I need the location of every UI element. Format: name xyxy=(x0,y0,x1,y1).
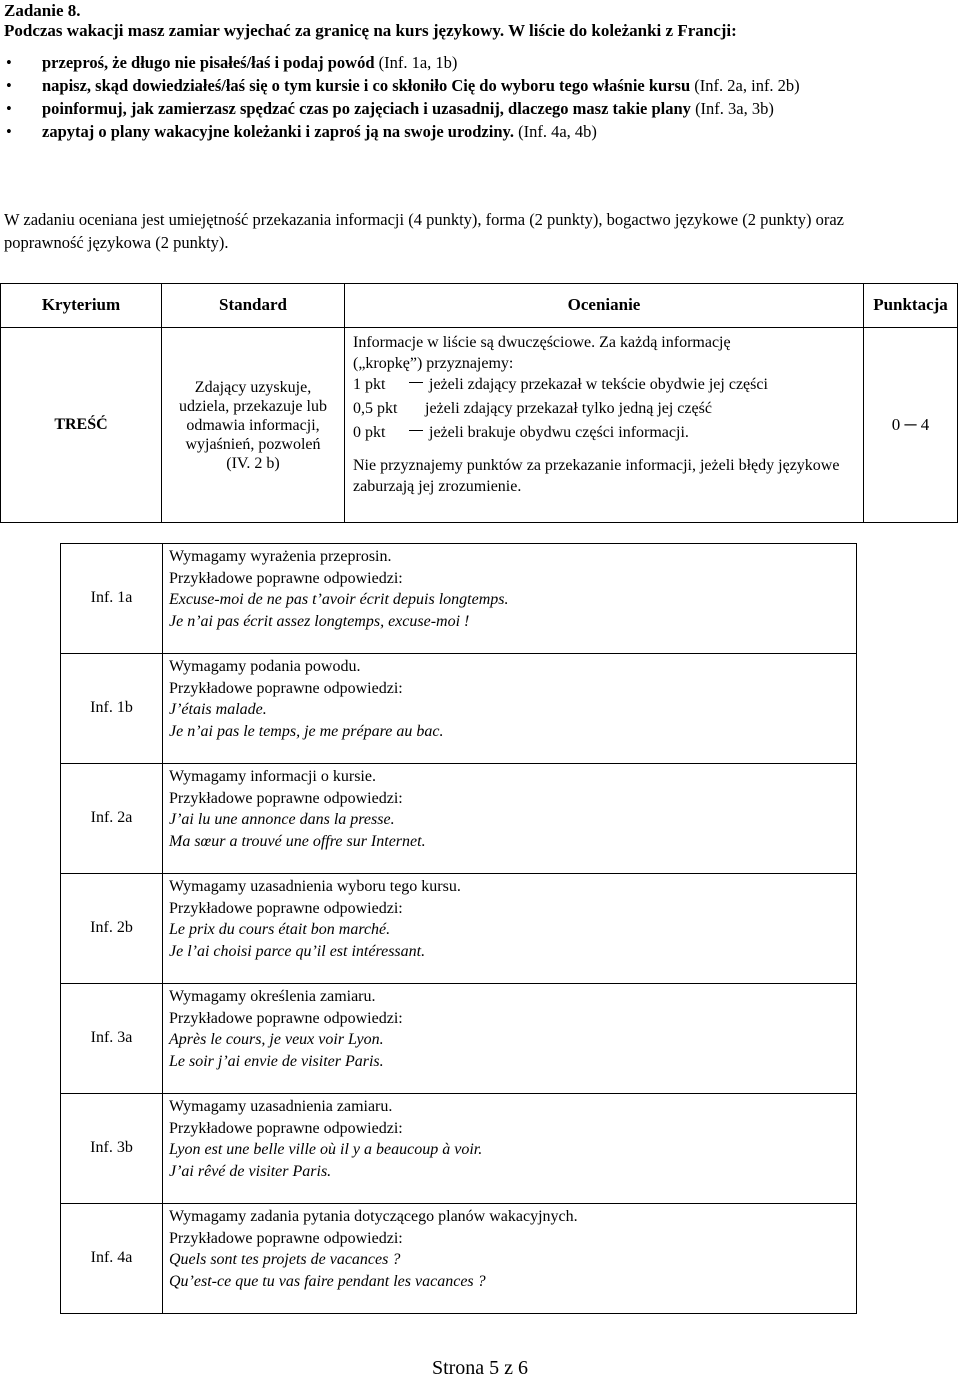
example-answer: J’ai rêvé de visiter Paris. xyxy=(169,1162,332,1180)
assessment-line xyxy=(353,374,855,395)
bullet-text: przeproś, że długo nie pisałeś/łaś i podaj powód xyxy=(42,53,379,72)
info-label: Inf. 3b xyxy=(61,1094,163,1204)
example-answer: Ma sœur a trouvé une offre sur Internet. xyxy=(169,832,426,850)
points-text: jeżeli zdający przekazał w tekście obydwie jej części xyxy=(429,376,768,393)
example-answer: Après le cours, je veux voir Lyon. xyxy=(169,1031,384,1048)
example-answer: Je n’ai pas écrit assez longtemps, excuse-moi ! xyxy=(169,612,470,630)
task-title: Zadanie 8. xyxy=(4,1,81,20)
score-cell: 0 ─ 4 xyxy=(864,328,958,523)
info-label: Inf. 2a xyxy=(61,764,163,874)
header-score: Punktacja xyxy=(864,284,958,328)
requirement-text: Wymagamy informacji o kursie. xyxy=(169,768,376,785)
info-table xyxy=(60,543,857,1314)
assessment-line xyxy=(353,422,855,443)
task-bullet xyxy=(4,52,864,74)
example-answer: Le prix du cours était bon marché. xyxy=(169,921,391,938)
dash-mark xyxy=(409,382,423,383)
header-standard: Standard xyxy=(162,284,345,328)
example-answer: Je n’ai pas le temps, je me prépare au bac. xyxy=(169,722,444,740)
task-bullet xyxy=(4,75,864,97)
criteria-row xyxy=(1,328,958,523)
info-content xyxy=(163,1094,857,1204)
criteria-table xyxy=(0,283,958,523)
assessment-cell xyxy=(345,328,864,523)
requirement-text: Wymagamy uzasadnienia zamiaru. xyxy=(169,1098,393,1115)
requirement-text: Wymagamy określenia zamiaru. xyxy=(169,988,376,1005)
criteria-header-row xyxy=(1,284,958,328)
header-assessment: Ocenianie xyxy=(345,284,864,328)
requirement-text: Wymagamy uzasadnienia wyboru tego kursu. xyxy=(169,878,461,895)
task-intro: Podczas wakacji masz zamiar wyjechać za granicę na kurs językowy. W liście do koleżanki z Francji: xyxy=(4,21,737,40)
info-label: Inf. 3a xyxy=(61,984,163,1094)
answers-label: Przykładowe poprawne odpowiedzi: xyxy=(169,569,403,587)
assessment-note: Nie przyznajemy punktów za przekazanie informacji, jeżeli błędy językowe zaburzają jej zrozumienie. xyxy=(353,457,840,495)
points-label: 0 pkt xyxy=(353,424,386,441)
info-row xyxy=(61,764,857,874)
example-answer: J’étais malade. xyxy=(169,701,267,718)
info-row xyxy=(61,874,857,984)
answers-label: Przykładowe poprawne odpowiedzi: xyxy=(169,1009,403,1027)
info-row xyxy=(61,654,857,764)
task-bullet-list xyxy=(4,52,864,144)
bullet-ref: (Inf. 1a, 1b) xyxy=(378,53,458,72)
example-answer: Qu’est-ce que tu vas faire pendant les vacances ? xyxy=(169,1272,486,1290)
info-label: Inf. 1a xyxy=(61,544,163,654)
points-text: jeżeli brakuje obydwu części informacji. xyxy=(429,424,689,441)
requirement-text: Wymagamy wyrażenia przeprosin. xyxy=(169,548,392,565)
standard-text: Zdający uzyskuje, udziela, przekazuje lub odmawia informacji, wyjaśnień, pozwoleń (IV. 2 b) xyxy=(179,378,327,472)
example-answer: J’ai lu une annonce dans la presse. xyxy=(169,811,395,828)
task-bullet xyxy=(4,121,864,143)
example-answer: Le soir j’ai envie de visiter Paris. xyxy=(169,1052,384,1070)
dash-mark xyxy=(409,430,423,431)
example-answer: Je l’ai choisi parce qu’il est intéressant. xyxy=(169,942,426,960)
bullet-text: napisz, skąd dowiedziałeś/łaś się o tym kursie i co skłoniło Cię do wyboru tego właśnie kursu xyxy=(42,76,695,95)
info-content xyxy=(163,544,857,654)
example-answer: Excuse-moi de ne pas t’avoir écrit depuis longtemps. xyxy=(169,591,509,608)
bullet-text: poinformuj, jak zamierzasz spędzać czas po zajęciach i uzasadnij, dlaczego masz takie plany xyxy=(42,99,696,118)
example-answer: Lyon est une belle ville où il y a beaucoup à voir. xyxy=(169,1141,483,1158)
requirement-text: Wymagamy podania powodu. xyxy=(169,658,361,675)
answers-label: Przykładowe poprawne odpowiedzi: xyxy=(169,679,403,697)
criterion-cell: TREŚĆ xyxy=(1,328,162,523)
info-row xyxy=(61,1204,857,1314)
info-row xyxy=(61,1094,857,1204)
points-label: 1 pkt xyxy=(353,376,386,393)
assessment-intro-1: Informacje w liście są dwuczęściowe. Za każdą informację xyxy=(353,334,731,351)
task-bullet xyxy=(4,98,864,120)
assessment-intro-2: („kropkę”) przyznajemy: xyxy=(353,355,514,372)
example-answer: Quels sont tes projets de vacances ? xyxy=(169,1251,401,1268)
info-content xyxy=(163,1204,857,1314)
info-row xyxy=(61,984,857,1094)
info-content xyxy=(163,764,857,874)
info-label: Inf. 4a xyxy=(61,1204,163,1314)
info-label: Inf. 1b xyxy=(61,654,163,764)
info-row xyxy=(61,544,857,654)
requirement-text: Wymagamy zadania pytania dotyczącego planów wakacyjnych. xyxy=(169,1208,578,1225)
points-text: jeżeli zdający przekazał tylko jedną jej część xyxy=(425,400,712,417)
bullet-ref: (Inf. 3a, 3b) xyxy=(695,99,774,118)
answers-label: Przykładowe poprawne odpowiedzi: xyxy=(169,1229,403,1247)
assessment-line xyxy=(353,398,855,419)
info-label: Inf. 2b xyxy=(61,874,163,984)
bullet-ref: (Inf. 2a, inf. 2b) xyxy=(694,76,800,95)
points-label: 0,5 pkt xyxy=(353,400,398,417)
info-content xyxy=(163,874,857,984)
answers-label: Przykładowe poprawne odpowiedzi: xyxy=(169,899,403,917)
bullet-text: zapytaj o plany wakacyjne koleżanki i zaproś ją na swoje urodziny. xyxy=(42,122,519,141)
scoring-description: W zadaniu oceniana jest umiejętność przekazania informacji (4 punkty), forma (2 punkty), bogactwo językowe (2 punkty) oraz poprawność językowa (2 punkty). xyxy=(4,210,844,252)
standard-cell xyxy=(162,328,345,523)
header-criterion: Kryterium xyxy=(1,284,162,328)
page-number: Strona 5 z 6 xyxy=(431,1357,529,1379)
bullet-ref: (Inf. 4a, 4b) xyxy=(518,122,597,141)
info-content xyxy=(163,654,857,764)
info-content xyxy=(163,984,857,1094)
answers-label: Przykładowe poprawne odpowiedzi: xyxy=(169,1119,403,1137)
answers-label: Przykładowe poprawne odpowiedzi: xyxy=(169,789,403,807)
